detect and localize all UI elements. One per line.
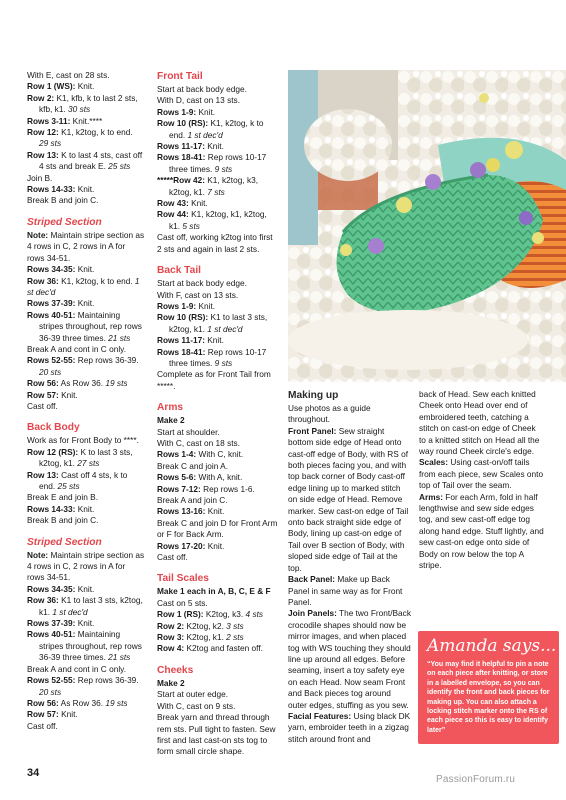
text-line: Start at shoulder. (157, 426, 220, 437)
instruction-row: Rows 1-9: Knit. (157, 106, 216, 117)
column-4 (419, 389, 544, 572)
instruction-row: *****Row 42: K1, k2tog, k3, (157, 175, 259, 186)
stitch-count: 20 sts (39, 366, 62, 377)
crocodile-photo (288, 70, 566, 382)
instruction-row: three times. 9 sts (169, 357, 233, 368)
text-line: Break C and join D for Front Arm or F for Back Arm. (157, 517, 278, 540)
instruction-row: stripes throughout, rep rows (39, 640, 142, 651)
text-line: Break A and join C. (157, 495, 228, 505)
text-line: Break A and cont in C only. (27, 663, 127, 674)
instruction-row: Rows 18-41: Rep rows 10-17 (157, 346, 267, 357)
make-count: Make 2 (157, 677, 185, 688)
make-count: Make 2 (157, 415, 185, 426)
text-line: Break E and join B. (27, 492, 99, 503)
page-number: 34 (27, 767, 40, 779)
instruction-row: k2tog, k1. 1 st dec'd (169, 323, 243, 334)
paragraph: Join Panels: The two Front/Back crocodile shapes should now be mirror images, and when placed tog with WS touching they should line up around all edges. Before seaming, insert a toy safety eye on each Head. Now seam Front and Back pieces tog around outer edges, stuffing as you sew. (288, 608, 411, 710)
text-line: Start at back body edge. (157, 84, 247, 94)
instruction-row: end. 1 st dec'd (169, 129, 223, 140)
callout-title: Amanda says... (427, 636, 557, 656)
section-heading: Striped Section (27, 536, 102, 548)
text-line: Cast off. (27, 720, 58, 731)
section-heading: Tail Scales (157, 573, 209, 585)
text-line: Start at back body edge. (157, 278, 247, 289)
text-line: Start at outer edge. (157, 689, 229, 700)
text-line: Complete as for Front Tail from *****. (157, 369, 271, 391)
instruction-row: Rows 34-35: Knit. (27, 264, 95, 275)
instruction-row: Row 44: K1, k2tog, k1, k2tog, (157, 209, 267, 220)
stitch-count: 20 sts (39, 686, 62, 697)
watermark: PassionForum.ru (436, 774, 516, 785)
text-line: Break yarn and thread through rem sts. Pull tight to fasten. Sew first and last cast-on sts tog to form small circle shape. (157, 712, 276, 757)
instruction-row: k2tog, k1. 7 sts (169, 186, 225, 197)
section-heading: Making up (288, 390, 339, 401)
paragraph: Use photos as a guide throughout. (288, 403, 371, 425)
instruction-row: Row 4: K2tog and fasten off. (157, 643, 263, 654)
instruction-row: 36-39 three times. 21 sts (39, 652, 131, 663)
paragraph: back of Head. Sew each knitted Cheek onto Head over end of embroidered teeth, catching a stitch on cast-on edge of Cheek to a knitted stitch on Head all the way round Cheek circle's edge. (419, 389, 540, 457)
instruction-row: Row 56: As Row 36. 19 sts (27, 378, 128, 389)
section-heading: Front Tail (157, 71, 203, 82)
instruction-row: Rows 40-51: Maintaining (27, 309, 121, 320)
paragraph: Front Panel: Sew straight bottom side edge of Head onto cast-off edge of Body, with RS of both pieces facing you, and with top back corner of Body cast-off edge lining up to marked stitch on side edge of Head. Remove marker. Sew cast-on edge of Tail onto back straight side edge of Body, lining up cast-on edge of Tail over B section of Body, with sloped side edge of Tail at the top. (288, 425, 409, 573)
paragraph: Scales: Using cast-on/off tails from each piece, sew Scales onto top of Tail over the seam. (419, 457, 544, 491)
instruction-row: stripes throughout, rep rows (39, 321, 142, 332)
instruction-row: Rows 1-9: Knit. (157, 300, 216, 311)
instruction-row: Row 3: K2tog, k1. 2 sts (157, 632, 244, 643)
instruction-row: Row 12: K1, k2tog, k to end. (27, 127, 133, 138)
instruction-row: Rows 13-16: Knit. (157, 506, 225, 517)
instruction-row: Rows 18-41: Rep rows 10-17 (157, 152, 267, 163)
text-line: Cast off. (157, 552, 188, 563)
instruction-row: Row 10 (RS): K1 to last 3 sts, (157, 312, 268, 323)
column-2 (157, 70, 279, 758)
text-line: With D, cast on 13 sts. (157, 95, 240, 106)
section-heading: Striped Section (27, 216, 102, 228)
text-line: With E, cast on 28 sts. (27, 70, 110, 80)
instruction-row: Rows 34-35: Knit. (27, 583, 95, 594)
instruction-row: Rows 14-33: Knit. (27, 503, 95, 514)
crocodile-photo-illustration (288, 70, 566, 382)
instruction-row: Row 1 (WS): Knit. (27, 81, 95, 92)
note: Note: Maintain stripe section as 4 rows in C, 2 rows in A for rows 34-51. (27, 229, 145, 263)
instruction-row: Rows 52-55: Rep rows 36-39. (27, 355, 139, 366)
instruction-row: 4 sts and break E. 25 sts (39, 161, 131, 172)
instruction-row: Row 1 (RS): K2tog, k3. 4 sts (157, 609, 264, 620)
instruction-row: Rows 7-12: Rep rows 1-6. (157, 483, 255, 494)
instruction-row: 36-39 three times. 21 sts (39, 332, 131, 343)
instruction-row: Rows 17-20: Knit. (157, 540, 225, 551)
instruction-row: Rows 37-39: Knit. (27, 298, 95, 309)
instruction-row: Rows 3-11: Knit.**** (27, 115, 103, 126)
instruction-row: Row 57: Knit. (27, 709, 78, 720)
instruction-row: Row 57: Knit. (27, 389, 78, 400)
section-heading: Back Tail (157, 265, 201, 277)
stitch-count: 29 sts (39, 138, 62, 149)
instruction-row: Rows 5-6: With A, knit. (157, 472, 243, 483)
instruction-row: k1. 5 sts (169, 220, 200, 231)
text-line: Cast off. (27, 400, 58, 411)
amanda-says-callout (418, 631, 559, 744)
section-heading: Back Body (27, 422, 80, 434)
paragraph: Facial Features: Using black DK yarn, embroider teeth in a zigzag stitch around front and (288, 710, 411, 744)
make-count: Make 1 each in A, B, C, E & F (157, 586, 271, 597)
instruction-row: Row 13: K to last 4 sts, cast off (27, 149, 143, 160)
section-heading: Cheeks (157, 664, 194, 676)
instruction-row: Row 2: K2tog, k2. 3 sts (157, 620, 244, 631)
text-line: Break C and join A. (157, 460, 229, 471)
paragraph: Arms: For each Arm, fold in half lengthwise and sew side edges tog, and sew cast-off edge tog along hand edge. Stuff lightly, and sew cast-on edge onto side of Body on row below the top A stripe. (419, 491, 544, 571)
instruction-row: Row 43: Knit. (157, 198, 208, 209)
text-line: Cast on 5 sts. (157, 597, 208, 608)
text-line: Break A and cont in C only. (27, 343, 127, 354)
instruction-row: Rows 14-33: Knit. (27, 184, 95, 195)
instruction-row: k2tog, k1. 27 sts (39, 458, 100, 469)
text-line: Join B. (27, 172, 53, 183)
instruction-row: Rows 52-55: Rep rows 36-39. (27, 675, 139, 686)
instruction-row: Rows 11-17: Knit. (157, 335, 224, 346)
instruction-row: kfb, k1. 30 sts (39, 104, 91, 115)
instruction-row: k1. 1 st dec'd (39, 606, 88, 617)
instruction-row: Rows 40-51: Maintaining (27, 629, 121, 640)
instruction-row: end. 25 sts (39, 481, 80, 491)
instruction-row: Row 12 (RS): K to last 3 sts, (27, 446, 133, 457)
text-line: With C, cast on 18 sts. (157, 437, 240, 448)
note: Note: Maintain stripe section as 4 rows in C, 2 rows in A for rows 34-51. (27, 549, 145, 583)
section-heading: Arms (157, 402, 184, 414)
instruction-row: three times. 9 sts (169, 163, 233, 174)
column-1 (27, 70, 145, 732)
instruction-row: Rows 1-4: With C, knit. (157, 449, 244, 460)
instruction-row: Rows 11-17: Knit. (157, 141, 224, 152)
text-line: With C, cast on 9 sts. (157, 700, 236, 711)
column-3 (288, 389, 411, 745)
text-line: Cast off, working k2tog into first 2 sts and again in last 2 sts. (157, 232, 273, 254)
callout-text: “You may find it helpful to pin a note on each piece after knitting, or store in a labelled envelope, so you can identify the front and back pieces for making up. You can also attach a locking stitch marker onto the RS of each piece so this is easy to identify later” (427, 661, 550, 734)
instruction-row: Row 13: Cast off 4 sts, k to (27, 469, 128, 480)
text-line: Work as for Front Body to ****. (27, 435, 139, 446)
instruction-row: Row 10 (RS): K1, k2tog, k to (157, 118, 264, 129)
text-line: With F, cast on 13 sts. (157, 289, 239, 300)
instruction-row: Row 2: K1, kfb, k to last 2 sts, (27, 92, 138, 103)
instruction-row: Rows 37-39: Knit. (27, 618, 95, 629)
text-line: Break B and join C. (27, 515, 99, 526)
paragraph: Back Panel: Make up Back Panel in same way as for Front Panel. (288, 574, 403, 607)
instruction-row: Row 36: K1 to last 3 sts, k2tog, (27, 595, 143, 606)
instruction-row: Row 56: As Row 36. 19 sts (27, 697, 128, 708)
text-line: Break B and join C. (27, 195, 99, 206)
instruction-row: Row 36: K1, k2tog, k to end. 1 st dec'd (27, 275, 140, 297)
